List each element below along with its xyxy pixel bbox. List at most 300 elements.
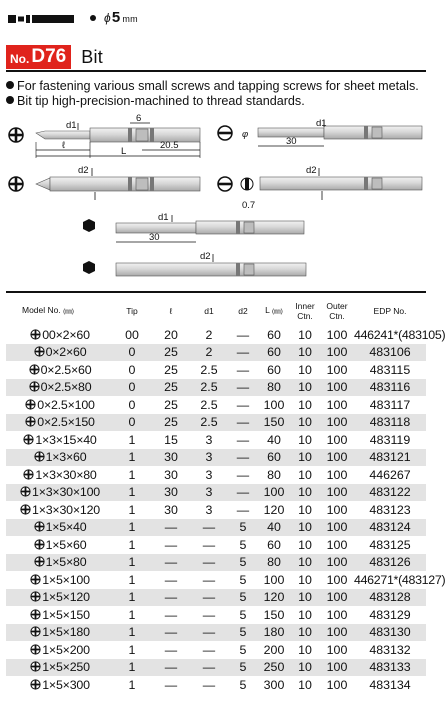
model-cell — [6, 519, 112, 537]
cell-tip: 1 — [128, 467, 136, 482]
cell-edp: 483122 — [354, 484, 426, 502]
table-row — [6, 536, 426, 554]
cell-d2: 5 — [228, 554, 258, 572]
model-code: D76 — [31, 46, 67, 67]
cell-outer: 100 — [320, 344, 354, 362]
cell-tip: 0 — [112, 379, 152, 397]
cell-l: 15 — [164, 432, 178, 447]
cell-d1: 3 — [205, 467, 213, 482]
cell-edp: 483106 — [354, 344, 426, 362]
cell-d2: — — [228, 344, 258, 362]
model-number: 1×5×120 — [42, 590, 90, 605]
phi-label: φ — [242, 129, 249, 140]
bullet-icon — [6, 81, 14, 89]
cell-edp: 483118 — [354, 414, 426, 432]
model-number: 1×3×30×80 — [35, 467, 97, 482]
cell-outer: 100 — [326, 572, 348, 587]
cell-d1: 2 — [205, 327, 213, 342]
phillips-icon — [30, 609, 41, 620]
cell-d1: — — [190, 554, 228, 572]
model-number: 0×2.5×100 — [37, 397, 95, 412]
cell-outer: 100 — [326, 607, 348, 622]
shank-spec-strip — [6, 8, 426, 28]
cell-inner: 10 — [298, 467, 312, 482]
model-number: 0×2×60 — [45, 345, 87, 360]
model-number: 0×2.5×80 — [40, 380, 92, 395]
cell-l: 30 — [164, 467, 178, 482]
table-row — [6, 326, 426, 344]
cell-l: 30 — [164, 502, 178, 517]
table-row — [6, 606, 426, 624]
cell-tip: 1 — [112, 659, 152, 677]
table-row — [6, 344, 426, 362]
cell-tip: 1 — [112, 519, 152, 537]
model-number: 1×5×60 — [45, 537, 87, 552]
cell-d1: 3 — [190, 449, 228, 467]
phillips-icon — [34, 451, 45, 462]
dim-label: d2 — [200, 251, 211, 262]
cell-edp: 483124 — [354, 519, 426, 537]
diameter-icon: ϕ — [104, 11, 111, 25]
cell-L: 150 — [263, 607, 285, 622]
model-number: 1×5×80 — [45, 555, 87, 570]
cell-tip: 1 — [112, 589, 152, 607]
cell-inner: 10 — [298, 677, 312, 692]
model-cell — [6, 396, 112, 414]
cell-d1: — — [202, 677, 216, 692]
cell-d1: 3 — [190, 484, 228, 502]
table-row — [6, 589, 426, 607]
bit-drawing-slotted-reduced — [258, 126, 422, 139]
dot-icon — [90, 15, 96, 21]
cell-d1: — — [202, 642, 216, 657]
cell-inner: 10 — [298, 607, 312, 622]
cell-tip: 00 — [125, 327, 139, 342]
cell-L: 40 — [258, 519, 290, 537]
table-row — [6, 676, 426, 694]
cell-L: 120 — [258, 589, 290, 607]
model-number: 0×2.5×150 — [37, 415, 95, 430]
model-cell — [6, 361, 112, 379]
cell-d2: — — [236, 362, 250, 377]
model-number: 1×5×200 — [42, 642, 90, 657]
table-row — [6, 379, 426, 397]
cell-l: — — [164, 607, 178, 622]
cell-tip: 0 — [128, 362, 136, 377]
hex-icon — [83, 219, 95, 232]
phillips-icon — [34, 539, 45, 550]
cell-edp: 446267 — [369, 467, 411, 482]
phillips-icon — [30, 679, 41, 690]
cell-tip: 0 — [128, 397, 136, 412]
cell-l: — — [164, 642, 178, 657]
cell-outer: 100 — [320, 379, 354, 397]
table-row — [6, 466, 426, 484]
cell-d2: — — [228, 414, 258, 432]
cell-tip: 1 — [112, 624, 152, 642]
col-header-outer: Outer Ctn. — [326, 301, 348, 321]
model-prefix: No. — [10, 52, 30, 66]
cell-d2: — — [228, 379, 258, 397]
phillips-icon — [9, 128, 23, 142]
cell-outer: 100 — [320, 449, 354, 467]
phillips-icon — [29, 381, 40, 392]
bit-drawing-phillips-straight — [36, 177, 200, 191]
cell-d1: — — [190, 589, 228, 607]
cell-d1: — — [202, 537, 216, 552]
cell-d1: 2.5 — [190, 414, 228, 432]
phillips-icon — [30, 329, 41, 340]
cell-edp: 483128 — [354, 589, 426, 607]
model-cell — [6, 379, 112, 397]
slotted-icon — [218, 177, 232, 191]
cell-outer: 100 — [326, 537, 348, 552]
cell-tip: 1 — [128, 502, 136, 517]
cell-edp: 483126 — [354, 554, 426, 572]
cell-edp: 483130 — [354, 624, 426, 642]
cell-edp: 483132 — [369, 642, 411, 657]
hex-shank-icon — [8, 14, 74, 24]
bullet-icon — [6, 96, 14, 104]
cell-d2: — — [236, 397, 250, 412]
cell-edp: 483129 — [369, 607, 411, 622]
dim-label: d1 — [158, 212, 169, 223]
cell-L: 80 — [258, 379, 290, 397]
cell-d2: — — [228, 484, 258, 502]
cell-inner: 10 — [298, 432, 312, 447]
cell-inner: 10 — [290, 449, 320, 467]
cell-tip: 1 — [128, 642, 136, 657]
table-row — [6, 484, 426, 502]
cell-inner: 10 — [290, 344, 320, 362]
cell-L: 300 — [263, 677, 285, 692]
cell-inner: 10 — [298, 537, 312, 552]
model-cell — [6, 466, 112, 484]
cell-d2: — — [228, 449, 258, 467]
model-number: 1×3×60 — [45, 450, 87, 465]
table-row — [6, 519, 426, 537]
cell-outer: 100 — [326, 677, 348, 692]
model-number: 1×3×30×100 — [32, 485, 100, 500]
phillips-icon — [25, 416, 36, 427]
cell-inner: 10 — [298, 327, 312, 342]
description-text: Bit tip high-precision-machined to thread standards. — [17, 94, 305, 108]
cell-l: — — [152, 624, 190, 642]
bit-diagram-svg — [0, 110, 431, 292]
cell-tip: 1 — [112, 554, 152, 572]
cell-d2: 5 — [228, 589, 258, 607]
cell-d2: — — [236, 502, 250, 517]
cell-L: 200 — [263, 642, 285, 657]
cell-tip: 0 — [112, 414, 152, 432]
bit-drawing-hex-reduced — [116, 221, 304, 234]
cell-edp: 483119 — [369, 432, 411, 447]
cell-L: 60 — [258, 344, 290, 362]
cell-L: 100 — [263, 572, 285, 587]
cell-L: 80 — [258, 554, 290, 572]
table-row — [6, 414, 426, 432]
shank-size-label — [104, 9, 138, 26]
col-header-L: L (㎜) — [265, 305, 283, 315]
shank-size: 5 — [111, 9, 121, 26]
dim-label: d1 — [66, 120, 77, 131]
cell-inner: 10 — [290, 554, 320, 572]
cell-inner: 10 — [290, 624, 320, 642]
dim-label: d2 — [306, 165, 317, 176]
cell-L: 40 — [267, 432, 281, 447]
cell-L: 100 — [263, 397, 285, 412]
cell-L: 120 — [263, 502, 285, 517]
model-cell — [6, 501, 112, 519]
cell-outer: 100 — [320, 659, 354, 677]
phillips-icon — [30, 574, 41, 585]
cell-outer: 100 — [326, 362, 348, 377]
slot-tip-end-view — [241, 178, 253, 190]
cell-d1: — — [202, 607, 216, 622]
cell-inner: 10 — [290, 659, 320, 677]
phillips-icon — [23, 434, 34, 445]
cell-l: 30 — [152, 449, 190, 467]
model-number: 1×5×250 — [42, 660, 90, 675]
cell-d2: — — [236, 432, 250, 447]
dim-label: 30 — [286, 136, 297, 147]
cell-edp: 483116 — [354, 379, 426, 397]
bit-drawing-hex-straight — [116, 263, 306, 276]
cell-outer: 100 — [320, 554, 354, 572]
cell-L: 60 — [267, 327, 281, 342]
cell-inner: 10 — [290, 589, 320, 607]
cell-d1: — — [190, 519, 228, 537]
model-cell — [6, 589, 112, 607]
dim-label: 0.7 — [242, 200, 256, 211]
dim-label: ℓ — [62, 140, 66, 151]
model-cell — [6, 676, 112, 694]
cell-l: 25 — [164, 362, 178, 377]
cell-L: 100 — [258, 484, 290, 502]
cell-inner: 10 — [290, 484, 320, 502]
model-number: 1×5×180 — [42, 625, 90, 640]
cell-d2: 5 — [228, 659, 258, 677]
cell-inner: 10 — [298, 502, 312, 517]
table-row — [6, 361, 426, 379]
description-line — [6, 94, 305, 109]
cell-L: 250 — [258, 659, 290, 677]
cell-inner: 10 — [290, 519, 320, 537]
cell-inner: 10 — [298, 362, 312, 377]
cell-tip: 1 — [128, 572, 136, 587]
model-number: 1×3×15×40 — [35, 432, 97, 447]
cell-edp: 483115 — [369, 362, 411, 377]
col-header-edp: EDP No. — [373, 306, 407, 316]
phillips-icon — [29, 364, 40, 375]
col-header-l: ℓ — [169, 306, 173, 316]
cell-L: 60 — [267, 537, 281, 552]
cell-l: — — [152, 519, 190, 537]
cell-l: — — [164, 537, 178, 552]
cell-L: 180 — [258, 624, 290, 642]
cell-tip: 1 — [112, 484, 152, 502]
model-number: 1×5×100 — [42, 572, 90, 587]
table-row — [6, 554, 426, 572]
cell-inner: 10 — [298, 572, 312, 587]
phillips-icon — [25, 399, 36, 410]
cell-edp: 483125 — [369, 537, 411, 552]
cell-d1: — — [190, 659, 228, 677]
table-divider — [6, 291, 426, 293]
model-cell — [6, 536, 112, 554]
cell-outer: 100 — [326, 467, 348, 482]
cell-edp: 446271*(483127) — [354, 572, 445, 587]
model-cell — [6, 431, 112, 449]
cell-d1: 2.5 — [190, 379, 228, 397]
cell-edp: 483134 — [369, 677, 411, 692]
title-divider — [6, 70, 426, 72]
cell-d1: — — [190, 624, 228, 642]
slotted-icon — [218, 126, 232, 140]
table-row — [6, 396, 426, 414]
cell-d2: 5 — [239, 537, 247, 552]
cell-d2: 5 — [239, 607, 247, 622]
hex-icon — [83, 261, 95, 274]
cell-l: 25 — [164, 397, 178, 412]
cell-tip: 1 — [128, 677, 136, 692]
cell-d1: 2.5 — [200, 397, 218, 412]
col-header-d1: d1 — [204, 306, 214, 316]
cell-L: 80 — [267, 467, 281, 482]
col-header-d2: d2 — [238, 306, 248, 316]
cell-tip: 1 — [128, 607, 136, 622]
cell-d2: — — [236, 467, 250, 482]
phillips-icon — [34, 346, 45, 357]
spec-table-body — [6, 326, 445, 694]
cell-d2: 5 — [239, 677, 247, 692]
spec-table — [6, 296, 445, 694]
cell-d2: 5 — [228, 624, 258, 642]
table-row — [6, 624, 426, 642]
model-number: 00×2×60 — [42, 327, 90, 342]
cell-tip: 1 — [112, 449, 152, 467]
model-cell — [6, 571, 112, 589]
cell-edp: 483123 — [369, 502, 411, 517]
cell-l: — — [152, 554, 190, 572]
cell-l: 25 — [152, 414, 190, 432]
model-cell — [6, 449, 112, 467]
cell-d1: 2 — [190, 344, 228, 362]
model-cell — [6, 624, 112, 642]
cell-edp: 483121 — [354, 449, 426, 467]
model-cell — [6, 554, 112, 572]
model-cell — [6, 326, 112, 344]
cell-d1: 3 — [205, 502, 213, 517]
description-text: For fastening various small screws and tapping screws for sheet metals. — [17, 79, 419, 93]
model-number: 1×5×40 — [45, 520, 87, 535]
cell-outer: 100 — [326, 642, 348, 657]
title-row — [6, 44, 103, 70]
cell-edp: 483117 — [369, 397, 411, 412]
col-header-tip: Tip — [126, 306, 138, 316]
model-cell — [6, 484, 112, 502]
table-row — [6, 449, 426, 467]
table-header-row — [6, 296, 426, 326]
model-cell — [6, 606, 112, 624]
phillips-icon — [34, 521, 45, 532]
cell-l: 30 — [152, 484, 190, 502]
cell-outer: 100 — [320, 624, 354, 642]
col-header-inner: Inner Ctn. — [295, 301, 315, 321]
phillips-icon — [30, 644, 41, 655]
cell-d2: 5 — [239, 572, 247, 587]
phillips-icon — [30, 626, 41, 637]
phillips-icon — [30, 591, 41, 602]
cell-edp: 483133 — [354, 659, 426, 677]
cell-outer: 100 — [326, 397, 348, 412]
model-cell — [6, 344, 112, 362]
shank-unit: mm — [122, 14, 138, 24]
dim-label: d2 — [78, 165, 89, 176]
cell-inner: 10 — [290, 414, 320, 432]
cell-outer: 100 — [320, 519, 354, 537]
dim-label: 6 — [136, 113, 142, 124]
cell-l: — — [164, 572, 178, 587]
cell-l: — — [152, 589, 190, 607]
model-number: 1×5×300 — [42, 677, 90, 692]
model-number: 0×2.5×60 — [40, 362, 92, 377]
phillips-icon — [34, 556, 45, 567]
cell-d2: — — [236, 327, 250, 342]
dim-label: d1 — [316, 118, 327, 129]
cell-l: 25 — [152, 344, 190, 362]
cell-d1: 3 — [205, 432, 213, 447]
table-row — [6, 571, 426, 589]
cell-l: 25 — [152, 379, 190, 397]
cell-d1: 2.5 — [200, 362, 218, 377]
cell-d2: 5 — [239, 642, 247, 657]
cell-inner: 10 — [298, 642, 312, 657]
table-row — [6, 501, 426, 519]
cell-tip: 1 — [128, 432, 136, 447]
cell-outer: 100 — [326, 502, 348, 517]
dim-label: L — [121, 146, 127, 157]
model-cell — [6, 414, 112, 432]
product-title: Bit — [81, 46, 104, 67]
cell-inner: 10 — [290, 379, 320, 397]
cell-outer: 100 — [320, 484, 354, 502]
cell-tip: 1 — [128, 537, 136, 552]
cell-edp: 446241*(483105) — [354, 327, 445, 342]
model-cell — [6, 659, 112, 677]
description-line — [6, 79, 419, 94]
bit-diagram — [0, 110, 431, 292]
cell-L: 60 — [258, 449, 290, 467]
phillips-icon — [20, 504, 31, 515]
model-number: 1×5×150 — [42, 607, 90, 622]
phillips-icon — [23, 469, 34, 480]
bit-drawing-slotted-straight — [260, 177, 422, 190]
cell-outer: 100 — [326, 432, 348, 447]
cell-l: — — [152, 659, 190, 677]
cell-d2: 5 — [228, 519, 258, 537]
cell-tip: 0 — [112, 344, 152, 362]
dim-label: 20.5 — [160, 140, 179, 151]
cell-outer: 100 — [320, 414, 354, 432]
table-row — [6, 659, 426, 677]
phillips-icon — [20, 486, 31, 497]
cell-d1: — — [202, 572, 216, 587]
cell-outer: 100 — [320, 589, 354, 607]
model-number: 1×3×30×120 — [32, 502, 100, 517]
model-badge — [6, 45, 71, 69]
table-row — [6, 641, 426, 659]
